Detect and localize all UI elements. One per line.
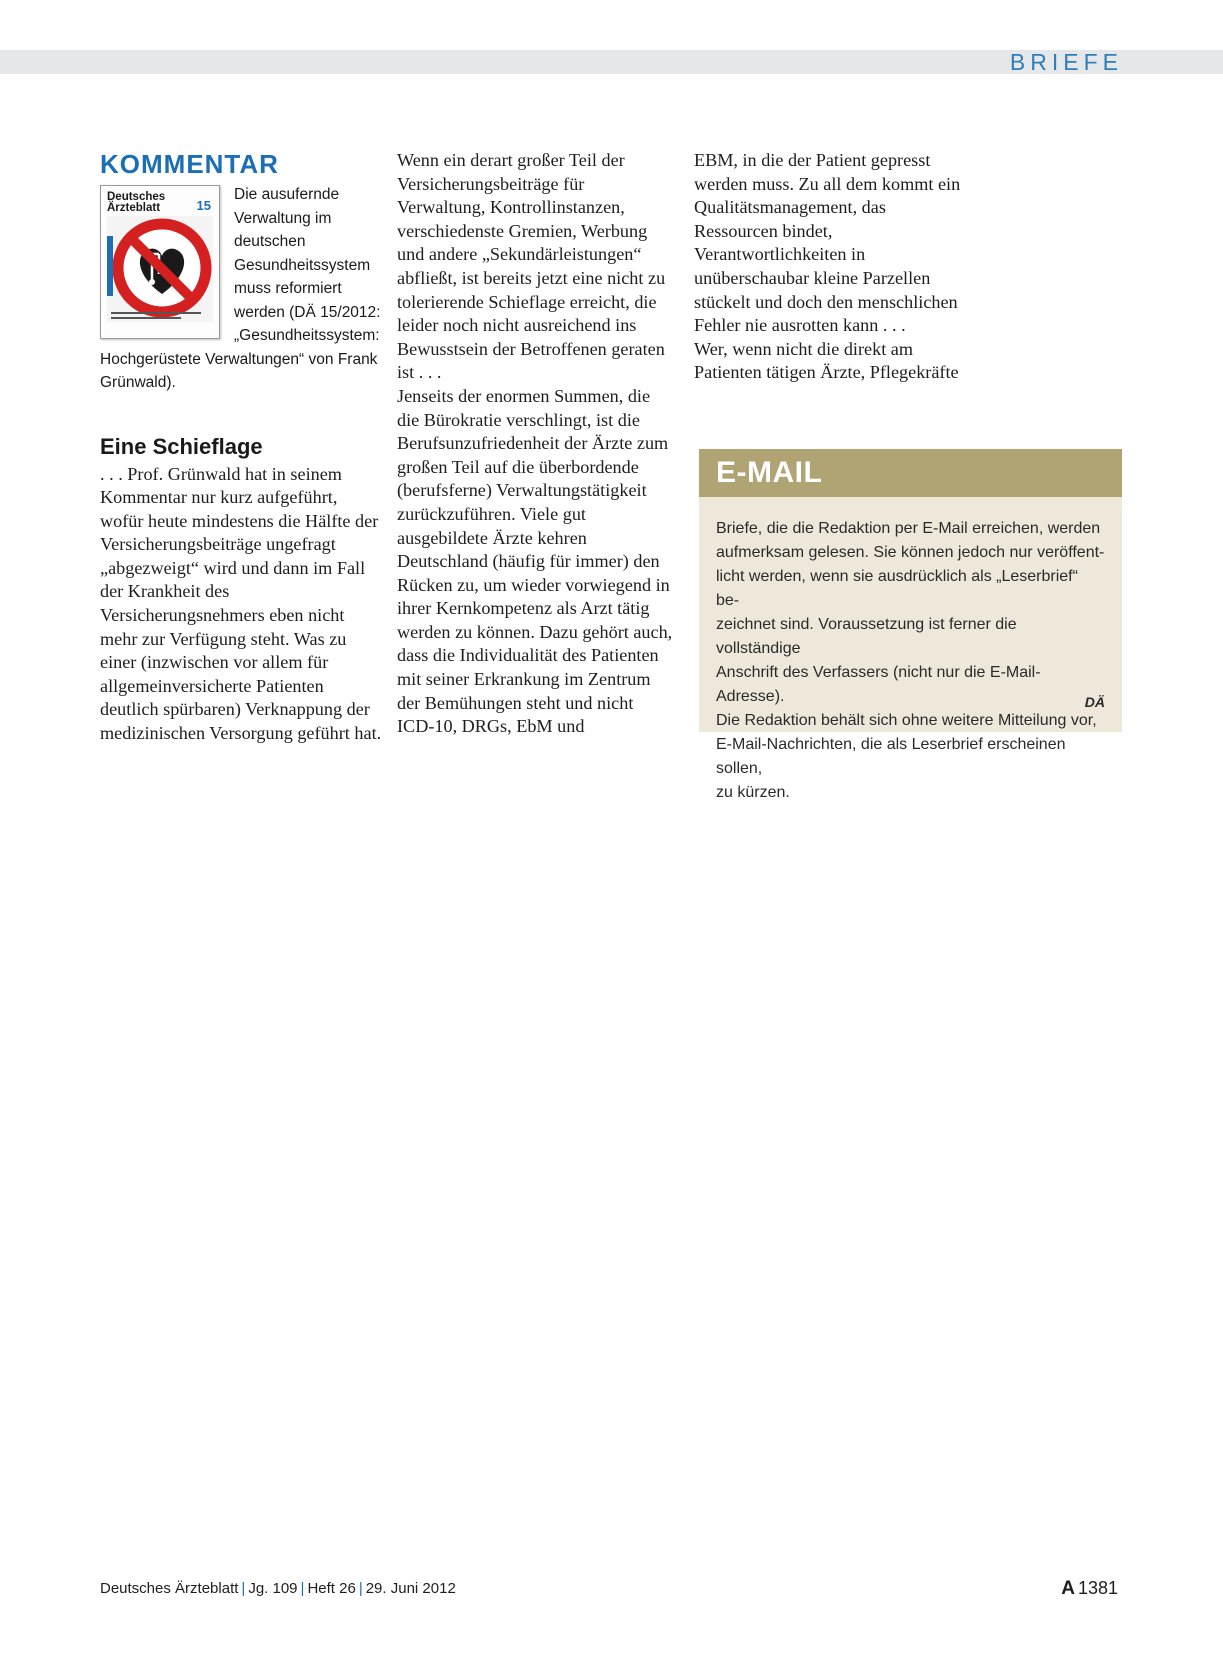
- column-2: [397, 149, 675, 739]
- footer-citation: [100, 1580, 456, 1597]
- footer-separator: |: [241, 1580, 246, 1597]
- cover-title-line2: Ärzteblatt: [107, 202, 161, 214]
- cover-title-line1: Deutsches: [107, 191, 166, 203]
- section-label: BRIEFE: [1009, 49, 1123, 75]
- footer-issue: Heft 26: [307, 1580, 356, 1597]
- column-3: [694, 149, 974, 385]
- magazine-cover-image: [100, 185, 220, 339]
- footer-separator: |: [300, 1580, 305, 1597]
- footer-volume: Jg. 109: [248, 1580, 298, 1597]
- kommentar-intro-text: Die ausufernde Verwaltung im deutschen Gesundheitssystem muss reformiert werden (DÄ 15/2012: „Gesundheitssystem: Hochgerüstete Verwaltungen“ von Frank Grünwald).: [100, 186, 381, 391]
- email-box-text: Briefe, die die Redaktion per E-Mail erreichen, werden aufmerksam gelesen. Sie können jedoch nur veröffent- licht werden, wenn sie ausdrücklich als „Leserbrief“ be- zeichnet sind. Voraussetzung ist ferner die vollständige Anschrift des Verfassers (nicht nur die E-Mail-Adresse). Die Redaktion behält sich ohne weitere Mitteilung vor, E-Mail-Nachrichten, die als Leserbrief erscheinen sollen, zu kürzen.: [716, 520, 1105, 801]
- page-prefix: A: [1061, 1578, 1075, 1599]
- email-box-signature: DÄ: [1084, 694, 1105, 710]
- page-number: [1061, 1578, 1118, 1600]
- letter-headline: Eine Schieflage: [100, 433, 263, 459]
- page-number-value: 1381: [1077, 1578, 1118, 1598]
- letter-paragraph: Wer, wenn nicht die direkt am Patienten tätigen Ärzte, Pflegekräfte: [694, 338, 959, 383]
- letter-paragraph: EBM, in die der Patient gepresst werden muss. Zu all dem kommt ein Qualitätsmanagement, das Ressourcen bindet, Verantwortlichkeiten in unüberschaubar kleine Parzellen stückelt und doch den menschlichen Fehler nie ausrotten kann . . .: [694, 150, 961, 336]
- column-1: [100, 149, 382, 746]
- email-info-box: [699, 449, 1122, 801]
- letter-paragraph: Wenn ein derart großer Teil der Versicherungsbeiträge für Verwaltung, Kontrollinstanzen, verschiedenste Gremien, Werbung und andere „Sekundärleistungen“ abfließt, ist bereits jetzt eine nicht zu tolerierende Schieflage erreicht, die leider noch nicht ausreichend ins Bewusstsein der Betroffenen geraten ist . . .: [397, 150, 666, 383]
- footer-separator: |: [358, 1580, 363, 1597]
- cover-title: [107, 192, 165, 214]
- letter-paragraph: Jenseits der enormen Summen, die die Bürokratie verschlingt, ist die Berufsunzufriedenheit der Ärzte zum großen Teil auf die überbordende (berufsferne) Verwaltungstätigkeit zurückzuführen. Viele gut ausgebildete Ärzte kehren Deutschland (häufig für immer) den Rücken zu, um wieder vorwiegend in ihrer Kernkompetenz als Arzt tätig werden zu können. Dazu gehört auch, dass die Individualität des Patienten mit seiner Erkrankung im Zentrum der Bemühungen steht und nicht ICD-10, DRGs, EbM und: [397, 385, 673, 737]
- no-heart-sign-icon: [107, 216, 213, 328]
- footer-date: 29. Juni 2012: [365, 1580, 456, 1597]
- footer-journal: Deutsches Ärzteblatt: [100, 1580, 239, 1597]
- email-box-title: E-MAIL: [699, 449, 1122, 497]
- cover-issue-number: 15: [196, 198, 211, 213]
- letter-paragraph: . . . Prof. Grünwald hat in seinem Kommentar nur kurz aufgeführt, wofür heute mindestens die Hälfte der Versicherungsbeiträge ungefragt „abgezweigt“ wird und dann im Fall der Krankheit des Versicherungsnehmers eben nicht mehr zur Verfügung steht. Was zu einer (inzwischen vor allem für allgemeinversicherte Patienten deutlich spürbaren) Verknappung der medizinischen Versorgung geführt hat.: [100, 463, 382, 744]
- kommentar-title: KOMMENTAR: [100, 149, 279, 179]
- kommentar-intro-block: [100, 183, 382, 395]
